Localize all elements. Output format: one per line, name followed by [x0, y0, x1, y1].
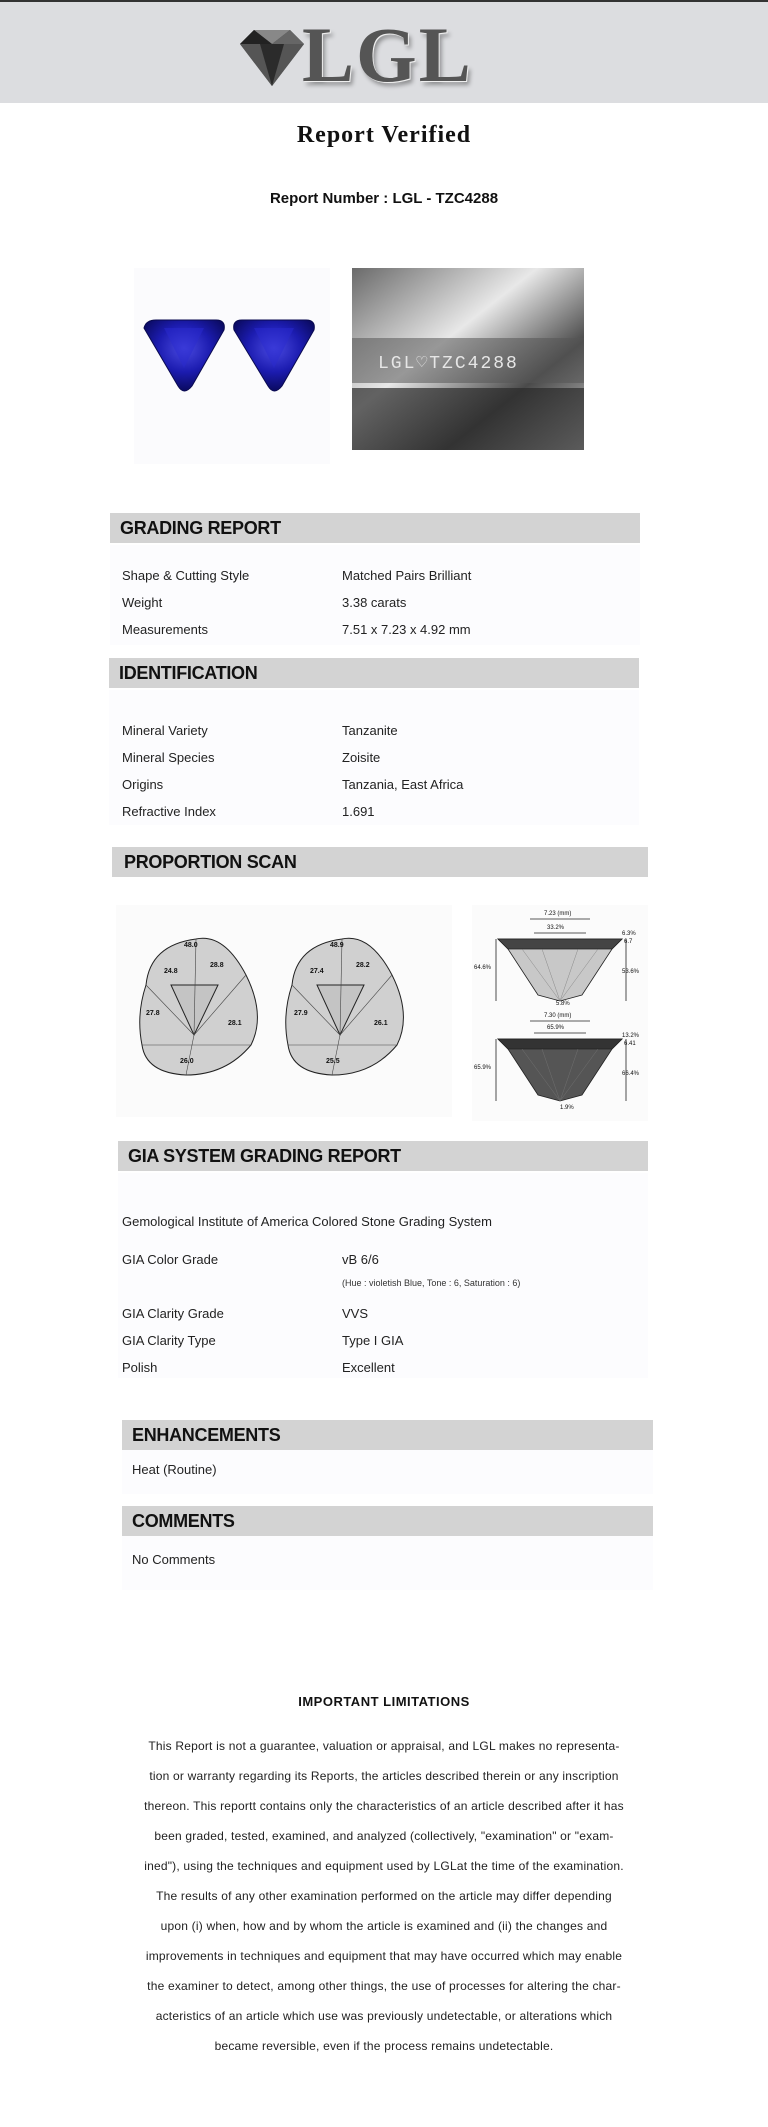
gia-clarity-type-value: Type I GIA	[342, 1333, 404, 1348]
origins-value: Tanzania, East Africa	[342, 777, 464, 792]
limitations-line: This Report is not a guarantee, valuation or appraisal, and LGL makes no representa-	[148, 1739, 620, 1753]
limitations-line: the examiner to detect, among other things, the use of processes for altering the char-	[147, 1979, 621, 1993]
svg-text:48.0: 48.0	[184, 942, 198, 949]
weight-value: 3.38 carats	[342, 595, 407, 610]
bottom-pavilion-label: 66.4%	[622, 1071, 640, 1077]
bottom-table-label: 65.9%	[547, 1025, 565, 1031]
limitations-heading: IMPORTANT LIMITATIONS	[298, 1694, 470, 1709]
mineral-species-value: Zoisite	[342, 750, 381, 765]
limitations-line: ined"), using the techniques and equipment used by LGLat the time of the examination.	[144, 1859, 624, 1873]
logo-text: LGL	[302, 11, 473, 98]
mineral-species-label: Mineral Species	[122, 750, 215, 765]
polish-label: Polish	[122, 1360, 158, 1375]
gia-color-value: vB 6/6	[342, 1252, 379, 1267]
svg-text:48.9: 48.9	[330, 942, 344, 949]
svg-text:27.4: 27.4	[310, 968, 324, 975]
polish-value: Excellent	[342, 1360, 395, 1375]
inscription-photo	[352, 268, 584, 450]
lgl-logo	[232, 11, 492, 98]
svg-text:26.0: 26.0	[180, 1058, 194, 1065]
top-crown-label: 6.3%	[622, 931, 636, 937]
bottom-culet-label: 1.9%	[560, 1105, 574, 1111]
inscription-text: LGL♡TZC4288	[378, 354, 519, 374]
gia-intro: Gemological Institute of America Colored Stone Grading System	[122, 1214, 492, 1229]
limitations-line: improvements in techniques and equipment that may have occurred which may enable	[145, 1949, 623, 1963]
limitations-line: acteristics of an article which use was previously undetectable, or alterations which	[155, 2009, 613, 2023]
limitations-line: upon (i) when, how and by whom the article is examined and (ii) the changes and	[160, 1919, 608, 1933]
svg-text:25.5: 25.5	[326, 1058, 340, 1065]
header-bar	[0, 0, 768, 103]
mineral-variety-label: Mineral Variety	[122, 723, 208, 738]
shape-value: Matched Pairs Brilliant	[342, 568, 472, 583]
enhancements-heading: ENHANCEMENTS	[122, 1420, 653, 1450]
bottom-crown-value: 6.41	[624, 1041, 636, 1047]
origins-label: Origins	[122, 777, 164, 792]
gia-clarity-type-label: GIA Clarity Type	[122, 1333, 216, 1348]
limitations-line: thereon. This reportt contains only the characteristics of an article described after it has	[144, 1799, 624, 1813]
top-crown-value: 6.7	[624, 939, 633, 945]
svg-text:24.8: 24.8	[164, 968, 178, 975]
limitations-line: The results of any other examination performed on the article may differ depending	[156, 1889, 612, 1903]
gia-clarity-grade-label: GIA Clarity Grade	[122, 1306, 224, 1321]
report-number: Report Number : LGL - TZC4288	[269, 190, 499, 207]
refractive-index-value: 1.691	[342, 804, 375, 819]
identification-heading: IDENTIFICATION	[109, 658, 639, 688]
svg-text:28.8: 28.8	[210, 962, 224, 969]
svg-text:27.9: 27.9	[294, 1010, 308, 1017]
svg-text:26.1: 26.1	[374, 1020, 388, 1027]
bottom-depth-label: 65.9%	[474, 1065, 492, 1071]
bottom-width-label: 7.30 (mm)	[544, 1013, 572, 1019]
gia-color-note: (Hue : violetish Blue, Tone : 6, Saturation : 6)	[342, 1278, 521, 1288]
top-pavilion-label: 53.6%	[622, 969, 640, 975]
proportion-scan-profile-diagram	[472, 905, 648, 1121]
measurements-label: Measurements	[122, 622, 208, 637]
svg-text:28.1: 28.1	[228, 1020, 242, 1027]
gia-heading: GIA SYSTEM GRADING REPORT	[118, 1141, 648, 1171]
limitations-line: been graded, tested, examined, and analyzed (collectively, "examination" or "exam-	[154, 1829, 614, 1843]
comments-text: No Comments	[132, 1552, 216, 1567]
mineral-variety-value: Tanzanite	[342, 723, 398, 738]
weight-label: Weight	[122, 595, 163, 610]
refractive-index-label: Refractive Index	[122, 804, 216, 819]
top-width-label: 7.23 (mm)	[544, 911, 572, 917]
comments-heading: COMMENTS	[122, 1506, 653, 1536]
proportion-scan-facet-diagram	[116, 905, 452, 1117]
diamond-logo-icon	[232, 22, 312, 92]
gia-color-label: GIA Color Grade	[122, 1252, 219, 1267]
gia-clarity-grade-value: VVS	[342, 1306, 369, 1321]
measurements-value: 7.51 x 7.23 x 4.92 mm	[342, 622, 471, 637]
gem-photo	[134, 268, 330, 464]
limitations-line: became reversible, even if the process remains undetectable.	[214, 2039, 554, 2053]
svg-text:28.2: 28.2	[356, 962, 370, 969]
page-title: Report Verified	[296, 122, 472, 148]
top-table-label: 33.2%	[547, 925, 565, 931]
top-culet-label: 5.8%	[556, 1001, 570, 1007]
enhancements-text: Heat (Routine)	[132, 1462, 217, 1477]
top-depth-label: 64.6%	[474, 965, 492, 971]
limitations-line: tion or warranty regarding its Reports, the articles described therein or any inscription	[149, 1769, 619, 1783]
shape-label: Shape & Cutting Style	[122, 568, 250, 583]
proportion-scan-heading: PROPORTION SCAN	[112, 847, 648, 877]
bottom-crown-label: 13.2%	[622, 1033, 640, 1039]
svg-text:27.8: 27.8	[146, 1010, 160, 1017]
grading-report-heading: GRADING REPORT	[110, 513, 640, 543]
